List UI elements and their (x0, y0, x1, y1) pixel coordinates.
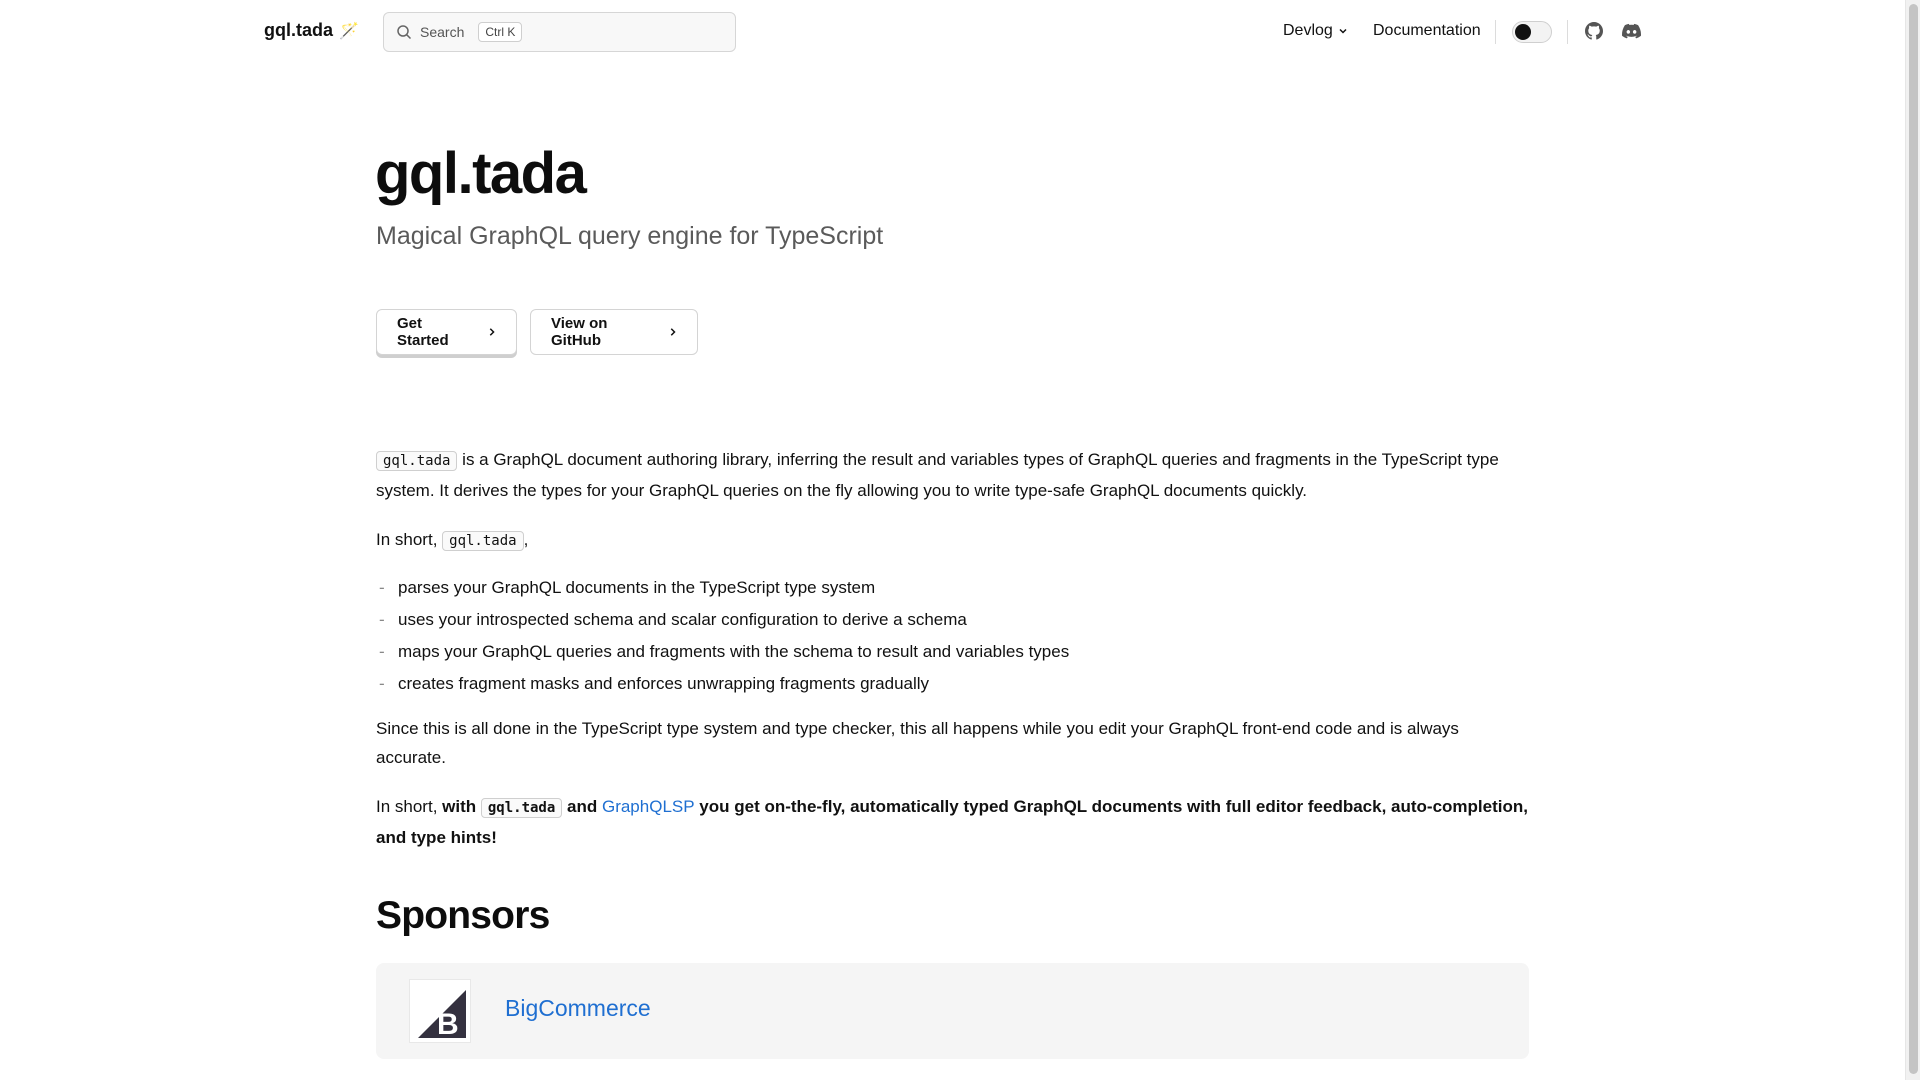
list-item (376, 636, 1069, 668)
list-item-text: creates fragment masks and enforces unwrapping fragments gradually (398, 674, 930, 693)
summary-prefix: In short, (376, 797, 443, 816)
inline-code: gql.tada (442, 531, 523, 551)
intro-paragraph (376, 445, 1530, 505)
nav-documentation-label: Documentation (1373, 22, 1481, 39)
in-short-prefix: In short, (376, 530, 443, 549)
nav-divider (1495, 20, 1496, 44)
view-on-github-label: View on GitHub (551, 315, 608, 349)
nav-documentation[interactable] (1373, 22, 1481, 40)
nav-devlog-dropdown[interactable] (1283, 22, 1349, 40)
list-item (376, 604, 1069, 636)
sponsors-heading: Sponsors (376, 894, 550, 937)
bigcommerce-logo (409, 979, 471, 1043)
logo-text: gql.tada (264, 20, 334, 40)
top-navbar (0, 0, 1905, 64)
sponsor-card[interactable] (376, 963, 1529, 1059)
page-scrollbar[interactable] (1905, 0, 1920, 1080)
search-placeholder: Search (420, 24, 465, 40)
search-shortcut-badge: Ctrl K (478, 22, 522, 42)
in-short-suffix: , (523, 530, 529, 549)
theme-toggle[interactable] (1512, 21, 1552, 43)
github-icon[interactable] (1585, 22, 1603, 40)
list-marker: - (379, 642, 385, 661)
summary-rest: you get on-the-fly, automatically typed GraphQL documents with full editor feedback, auto-completion, and type hints! (376, 797, 1528, 847)
theme-toggle-knob (1515, 24, 1531, 40)
graphqlsp-link[interactable]: GraphQLSP (601, 797, 695, 816)
get-started-label: Get Started (397, 315, 449, 349)
summary-paragraph (376, 792, 1530, 852)
chevron-down-icon (1337, 25, 1349, 37)
list-marker: - (379, 610, 385, 629)
list-marker: - (379, 578, 385, 597)
intro-text: is a GraphQL document authoring library, inferring the result and variables types of GraphQL queries and fragments in the TypeScript type system. It derives the types for your GraphQL queries on the fly allowing you to write type-safe GraphQL documents quickly. (376, 450, 1499, 500)
type-system-paragraph: Since this is all done in the TypeScript type system and type checker, this all happens while you edit your GraphQL front-end code and is always accurate. (376, 719, 1459, 767)
nav-devlog-label: Devlog (1283, 22, 1333, 39)
view-on-github-button[interactable] (530, 309, 698, 355)
chevron-right-icon (668, 327, 677, 337)
summary-bold (442, 797, 602, 816)
search-input[interactable] (383, 12, 736, 52)
in-short-paragraph (376, 525, 1530, 556)
inline-code: gql.tada (376, 451, 457, 471)
list-item-text: uses your introspected schema and scalar configuration to derive a schema (398, 610, 967, 629)
summary-with: with (442, 797, 481, 816)
list-item-text: maps your GraphQL queries and fragments with the schema to result and variables types (398, 642, 1070, 661)
page-subtitle: Magical GraphQL query engine for TypeScript (376, 222, 884, 250)
chevron-right-icon (487, 327, 496, 337)
magic-wand-icon: 🪄 (339, 22, 359, 40)
svg-text:B: B (437, 1008, 459, 1041)
feature-list (376, 572, 1069, 700)
get-started-button[interactable] (376, 309, 517, 355)
sponsor-name-link[interactable]: BigCommerce (505, 995, 651, 1021)
list-item (376, 572, 1069, 604)
list-item (376, 668, 1069, 700)
list-marker: - (379, 674, 385, 693)
summary-and: and (562, 797, 602, 816)
scrollbar-thumb[interactable] (1909, 4, 1918, 1074)
page-title: gql.tada (375, 141, 586, 206)
search-icon (396, 24, 412, 40)
discord-icon[interactable] (1622, 22, 1641, 40)
inline-code: gql.tada (481, 798, 562, 818)
list-item-text: parses your GraphQL documents in the TypeScript type system (398, 578, 876, 597)
site-logo[interactable] (264, 20, 359, 41)
nav-divider (1567, 20, 1568, 44)
